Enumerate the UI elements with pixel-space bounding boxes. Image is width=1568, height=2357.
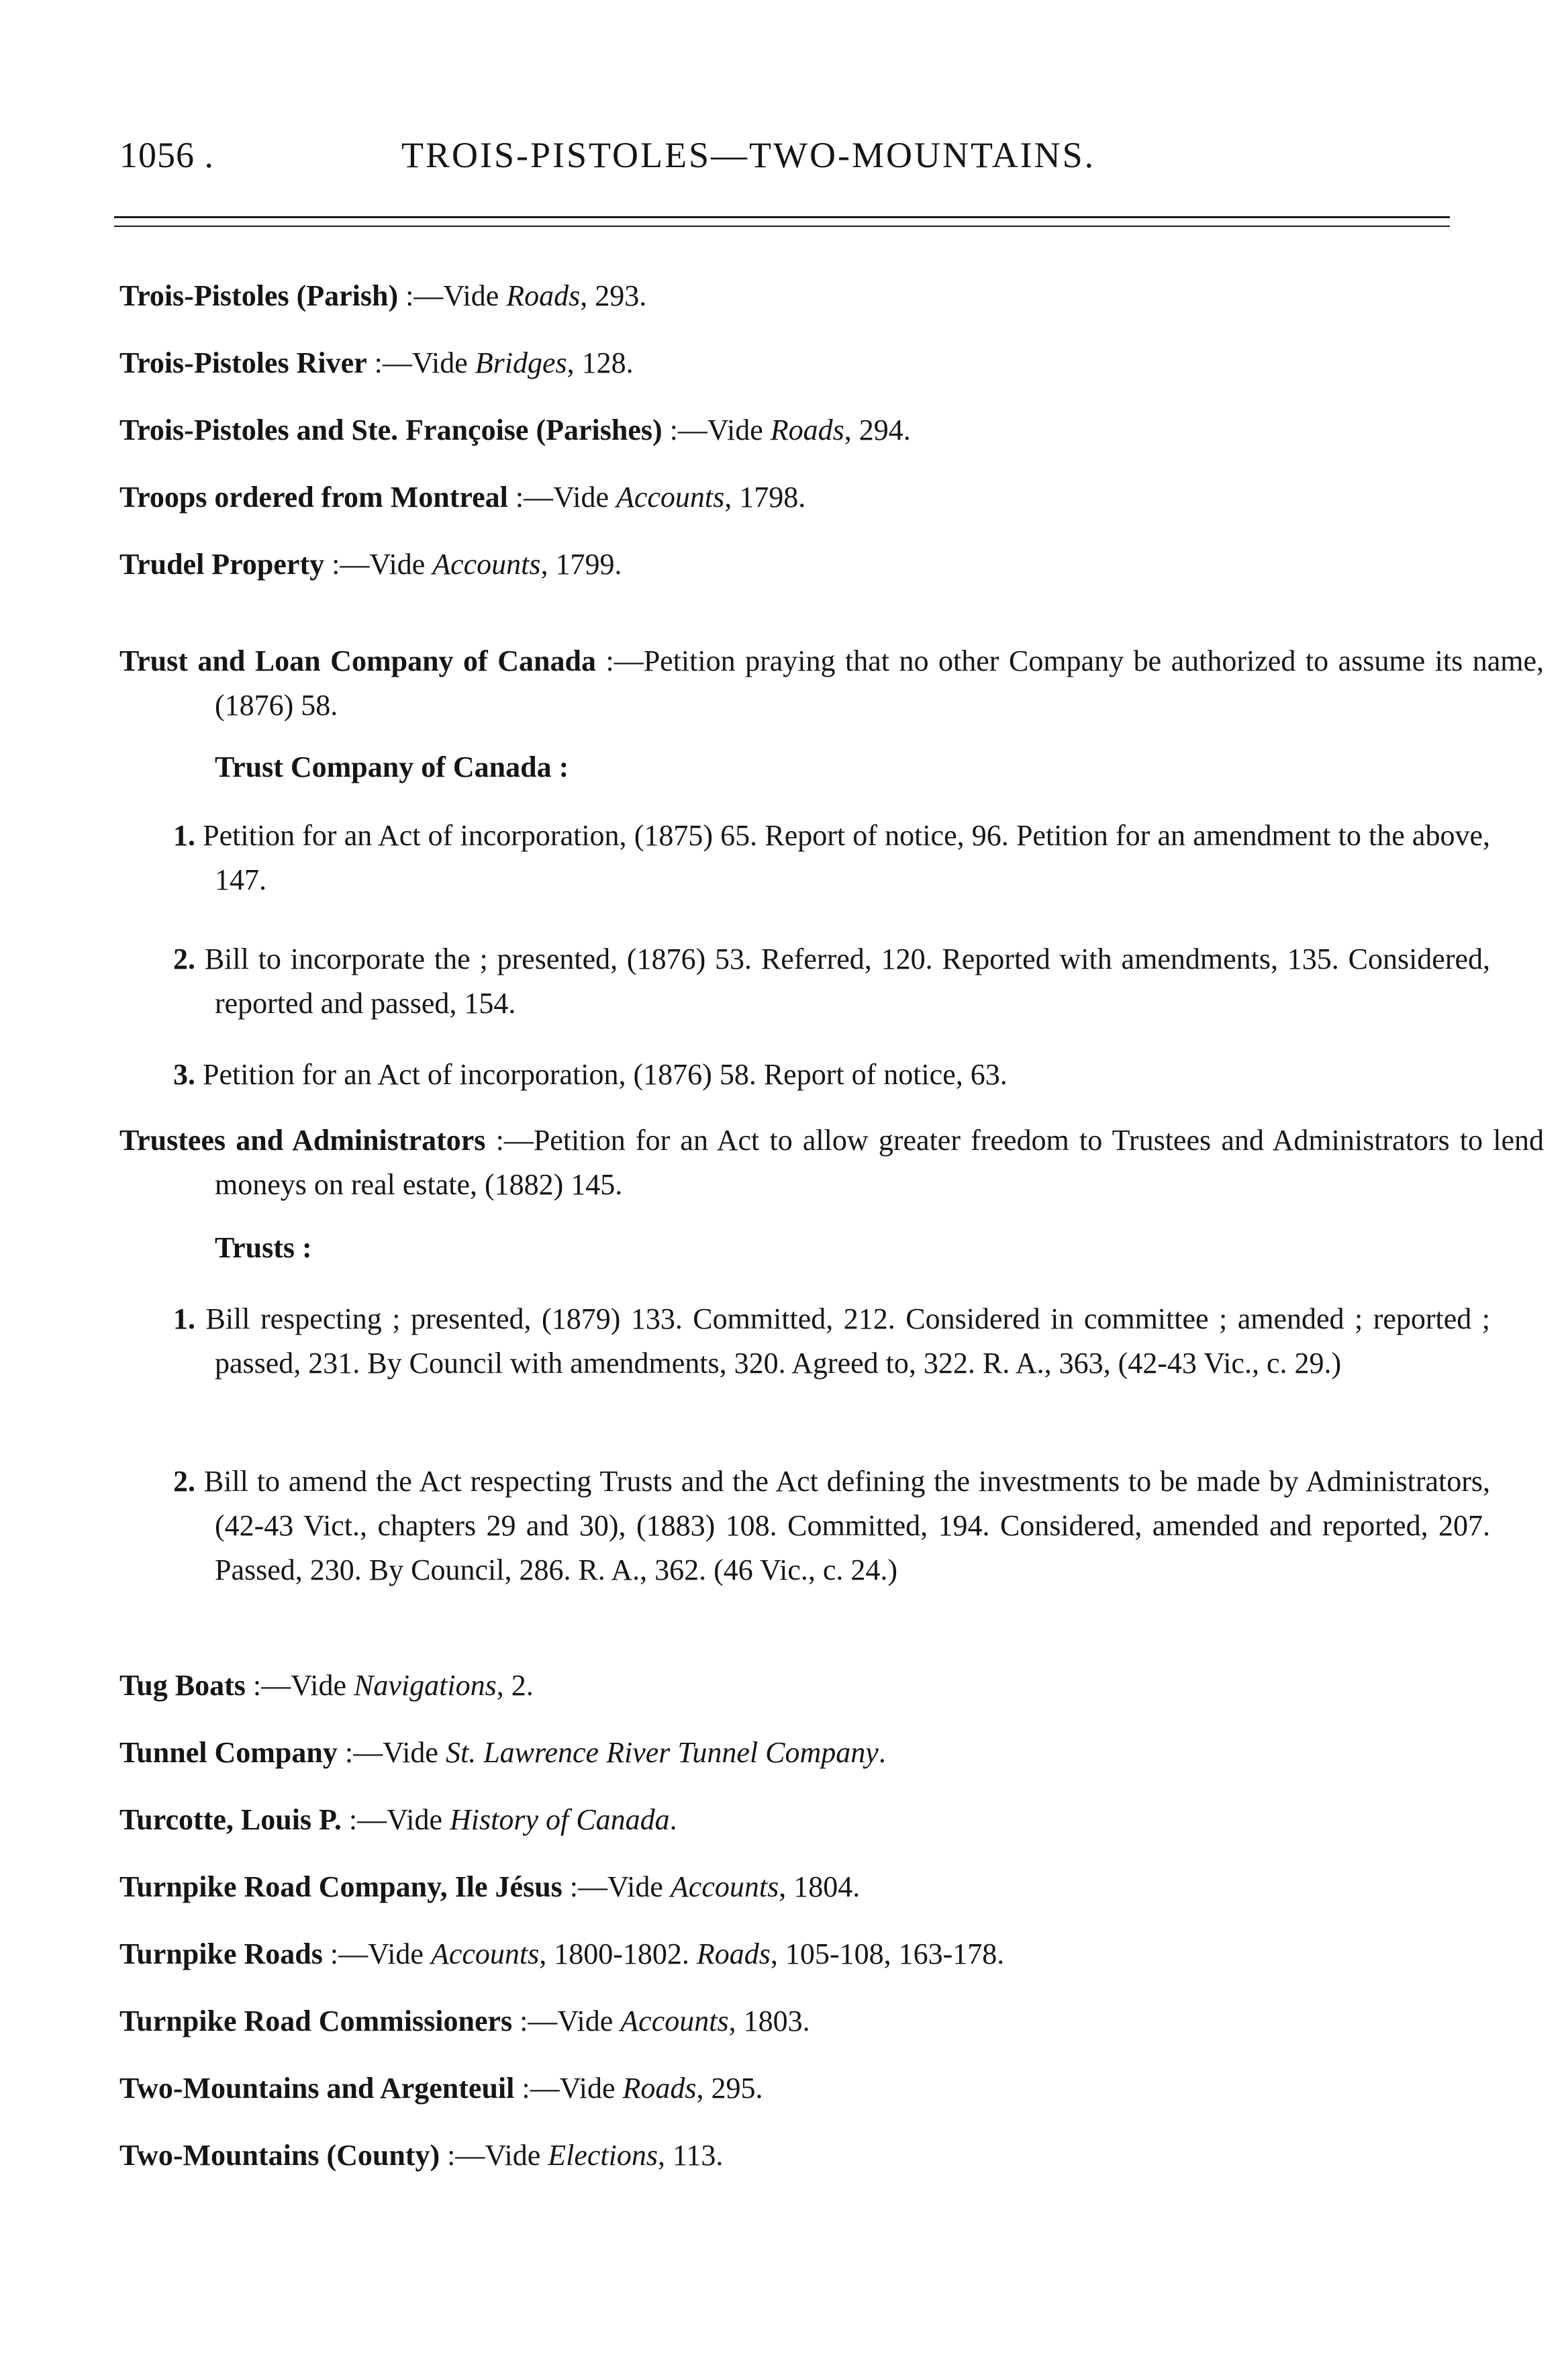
- subentry-item: [173, 814, 1490, 902]
- entry-text: :—Vide: [662, 414, 771, 446]
- header-rule: [114, 216, 1450, 218]
- entry-headword: Troops ordered from Montreal: [119, 481, 508, 514]
- entry-headword: Turnpike Road Company, Ile Jésus: [119, 1870, 562, 1903]
- item-text: Bill to incorporate the ; presented, (1876) 53. Referred, 120. Reported with amendments, 135. Considered, reported and passed, 154.: [204, 943, 1490, 1020]
- entry-text: :—Vide: [366, 346, 475, 379]
- entry-reference: Roads: [770, 414, 844, 446]
- index-entry: [119, 1999, 1544, 2043]
- entry-text: , 1803.: [728, 2005, 810, 2037]
- index-entry: [119, 1731, 1544, 1775]
- index-entry: [119, 1664, 1544, 1708]
- entry-headword: Trois-Pistoles River: [119, 346, 367, 379]
- entry-headword: Trustees and Administrators: [119, 1124, 486, 1157]
- entry-text: , 1804.: [779, 1870, 861, 1903]
- entry-text: :—Vide: [512, 2005, 621, 2037]
- entry-text: , 128.: [567, 346, 634, 379]
- entry-text: , 1798.: [724, 481, 806, 514]
- entry-text: , 2.: [496, 1669, 534, 1702]
- item-text: Petition for an Act of incorporation, (1876) 58. Report of notice, 63.: [203, 1058, 1008, 1091]
- entry-reference: Accounts: [430, 1937, 540, 1970]
- index-entry: [119, 1118, 1544, 1207]
- entry-reference: Roads: [622, 2072, 697, 2105]
- running-title: TROIS-PISTOLES—TWO-MOUNTAINS.: [401, 135, 1096, 175]
- entry-headword: Trudel Property: [119, 548, 325, 581]
- entry-headword: Two-Mountains and Argenteuil: [119, 2072, 515, 2105]
- entry-reference: Accounts: [432, 548, 541, 581]
- entry-text: :—Vide: [245, 1669, 354, 1702]
- entry-reference: Roads: [506, 279, 581, 312]
- entry-text: .: [669, 1803, 677, 1836]
- header-rule-thin: [114, 226, 1450, 227]
- entry-text: :—Vide: [337, 1736, 446, 1769]
- entry-headword: Trust and Loan Company of Canada: [119, 644, 596, 677]
- index-entry: [119, 2066, 1544, 2111]
- entry-text: :—Vide: [398, 279, 507, 312]
- entry-text: :—Vide: [440, 2139, 548, 2172]
- entry-text: , 294.: [844, 414, 911, 446]
- entry-reference: St. Lawrence River Tunnel Company: [445, 1736, 879, 1769]
- subentry-item: [173, 1053, 1490, 1097]
- entry-headword: Trois-Pistoles (Parish): [119, 279, 399, 312]
- entry-text: :—Vide: [507, 481, 616, 514]
- item-number: 1.: [173, 819, 195, 852]
- entry-headword: Tunnel Company: [119, 1736, 338, 1769]
- entry-reference: Navigations: [354, 1669, 497, 1702]
- index-entry: [119, 341, 1544, 385]
- index-entry: [119, 475, 1544, 520]
- subentry-heading: Trust Company of Canada :: [215, 751, 569, 783]
- entry-text: :—Vide: [324, 548, 433, 581]
- entry-reference: Accounts: [670, 1870, 779, 1903]
- entry-text: :—Vide: [514, 2072, 623, 2105]
- entry-reference: History of Canada: [450, 1803, 670, 1836]
- subentry-item: [173, 1459, 1490, 1592]
- entry-text: .: [878, 1736, 886, 1769]
- entry-text: , 1799.: [540, 548, 622, 581]
- item-number: 3.: [173, 1058, 195, 1091]
- entry-text: :—Vide: [322, 1937, 431, 1970]
- entry-text: , 105-108, 163-178.: [770, 1937, 1005, 1970]
- subentry-item: [173, 1297, 1490, 1386]
- index-entry: [119, 542, 1544, 587]
- entry-text: , 295.: [696, 2072, 763, 2105]
- entry-text: , 113.: [657, 2139, 724, 2172]
- entry-reference: Roads: [696, 1937, 771, 1970]
- page-number: 1056 .: [119, 135, 214, 175]
- entry-text: , 1800-1802.: [539, 1937, 697, 1970]
- entry-reference: Elections: [548, 2139, 658, 2172]
- item-number: 2.: [173, 1465, 195, 1498]
- item-text: Bill respecting ; presented, (1879) 133. Committed, 212. Considered in committee ; amended ; reported ; passed, 231. By Council with amendments, 320. Agreed to, 322. R. A., 363, (42-43 Vic., c. 29.): [205, 1302, 1490, 1380]
- index-entry: [119, 1932, 1544, 1976]
- index-entry: [119, 408, 1544, 452]
- index-entry: [119, 1798, 1544, 1842]
- entry-text: , 293.: [580, 279, 647, 312]
- entry-headword: Tug Boats: [119, 1669, 246, 1702]
- subentry-heading: Trusts :: [215, 1231, 312, 1264]
- entry-headword: Two-Mountains (County): [119, 2139, 440, 2172]
- index-entry: [119, 1865, 1544, 1909]
- entry-headword: Turnpike Roads: [119, 1937, 323, 1970]
- entry-headword: Turnpike Road Commissioners: [119, 2005, 513, 2037]
- entry-reference: Accounts: [616, 481, 725, 514]
- subentry-item: [173, 937, 1490, 1026]
- index-entry: [119, 2133, 1544, 2178]
- entry-text: :—Petition for an Act to allow greater freedom to Trustees and Administrators to lend moneys on real estate, (1882) 145.: [215, 1124, 1544, 1201]
- entry-text: :—Petition praying that no other Company be authorized to assume its name, (1876) 58.: [215, 644, 1545, 722]
- entry-text: :—Vide: [562, 1870, 671, 1903]
- item-number: 1.: [173, 1302, 195, 1335]
- entry-text: :—Vide: [341, 1803, 450, 1836]
- page-header: [119, 134, 1435, 195]
- index-entry: [119, 274, 1544, 318]
- index-entry: [119, 639, 1544, 728]
- entry-headword: Trois-Pistoles and Ste. Françoise (Parishes): [119, 414, 663, 446]
- item-number: 2.: [173, 943, 195, 975]
- entry-reference: Accounts: [620, 2005, 729, 2037]
- item-text: Bill to amend the Act respecting Trusts and the Act defining the investments to be made by Administrators, (42-43 Vict., chapters 29 and 30), (1883) 108. Committed, 194. Considered, amended and reported, 207. Passed, 230. By Council, 286. R. A., 362. (46 Vic., c. 24.): [203, 1465, 1491, 1586]
- item-text: Petition for an Act of incorporation, (1875) 65. Report of notice, 96. Petition for an amendment to the above, 147.: [203, 819, 1490, 896]
- entry-reference: Bridges: [475, 346, 567, 379]
- entry-headword: Turcotte, Louis P.: [119, 1803, 342, 1836]
